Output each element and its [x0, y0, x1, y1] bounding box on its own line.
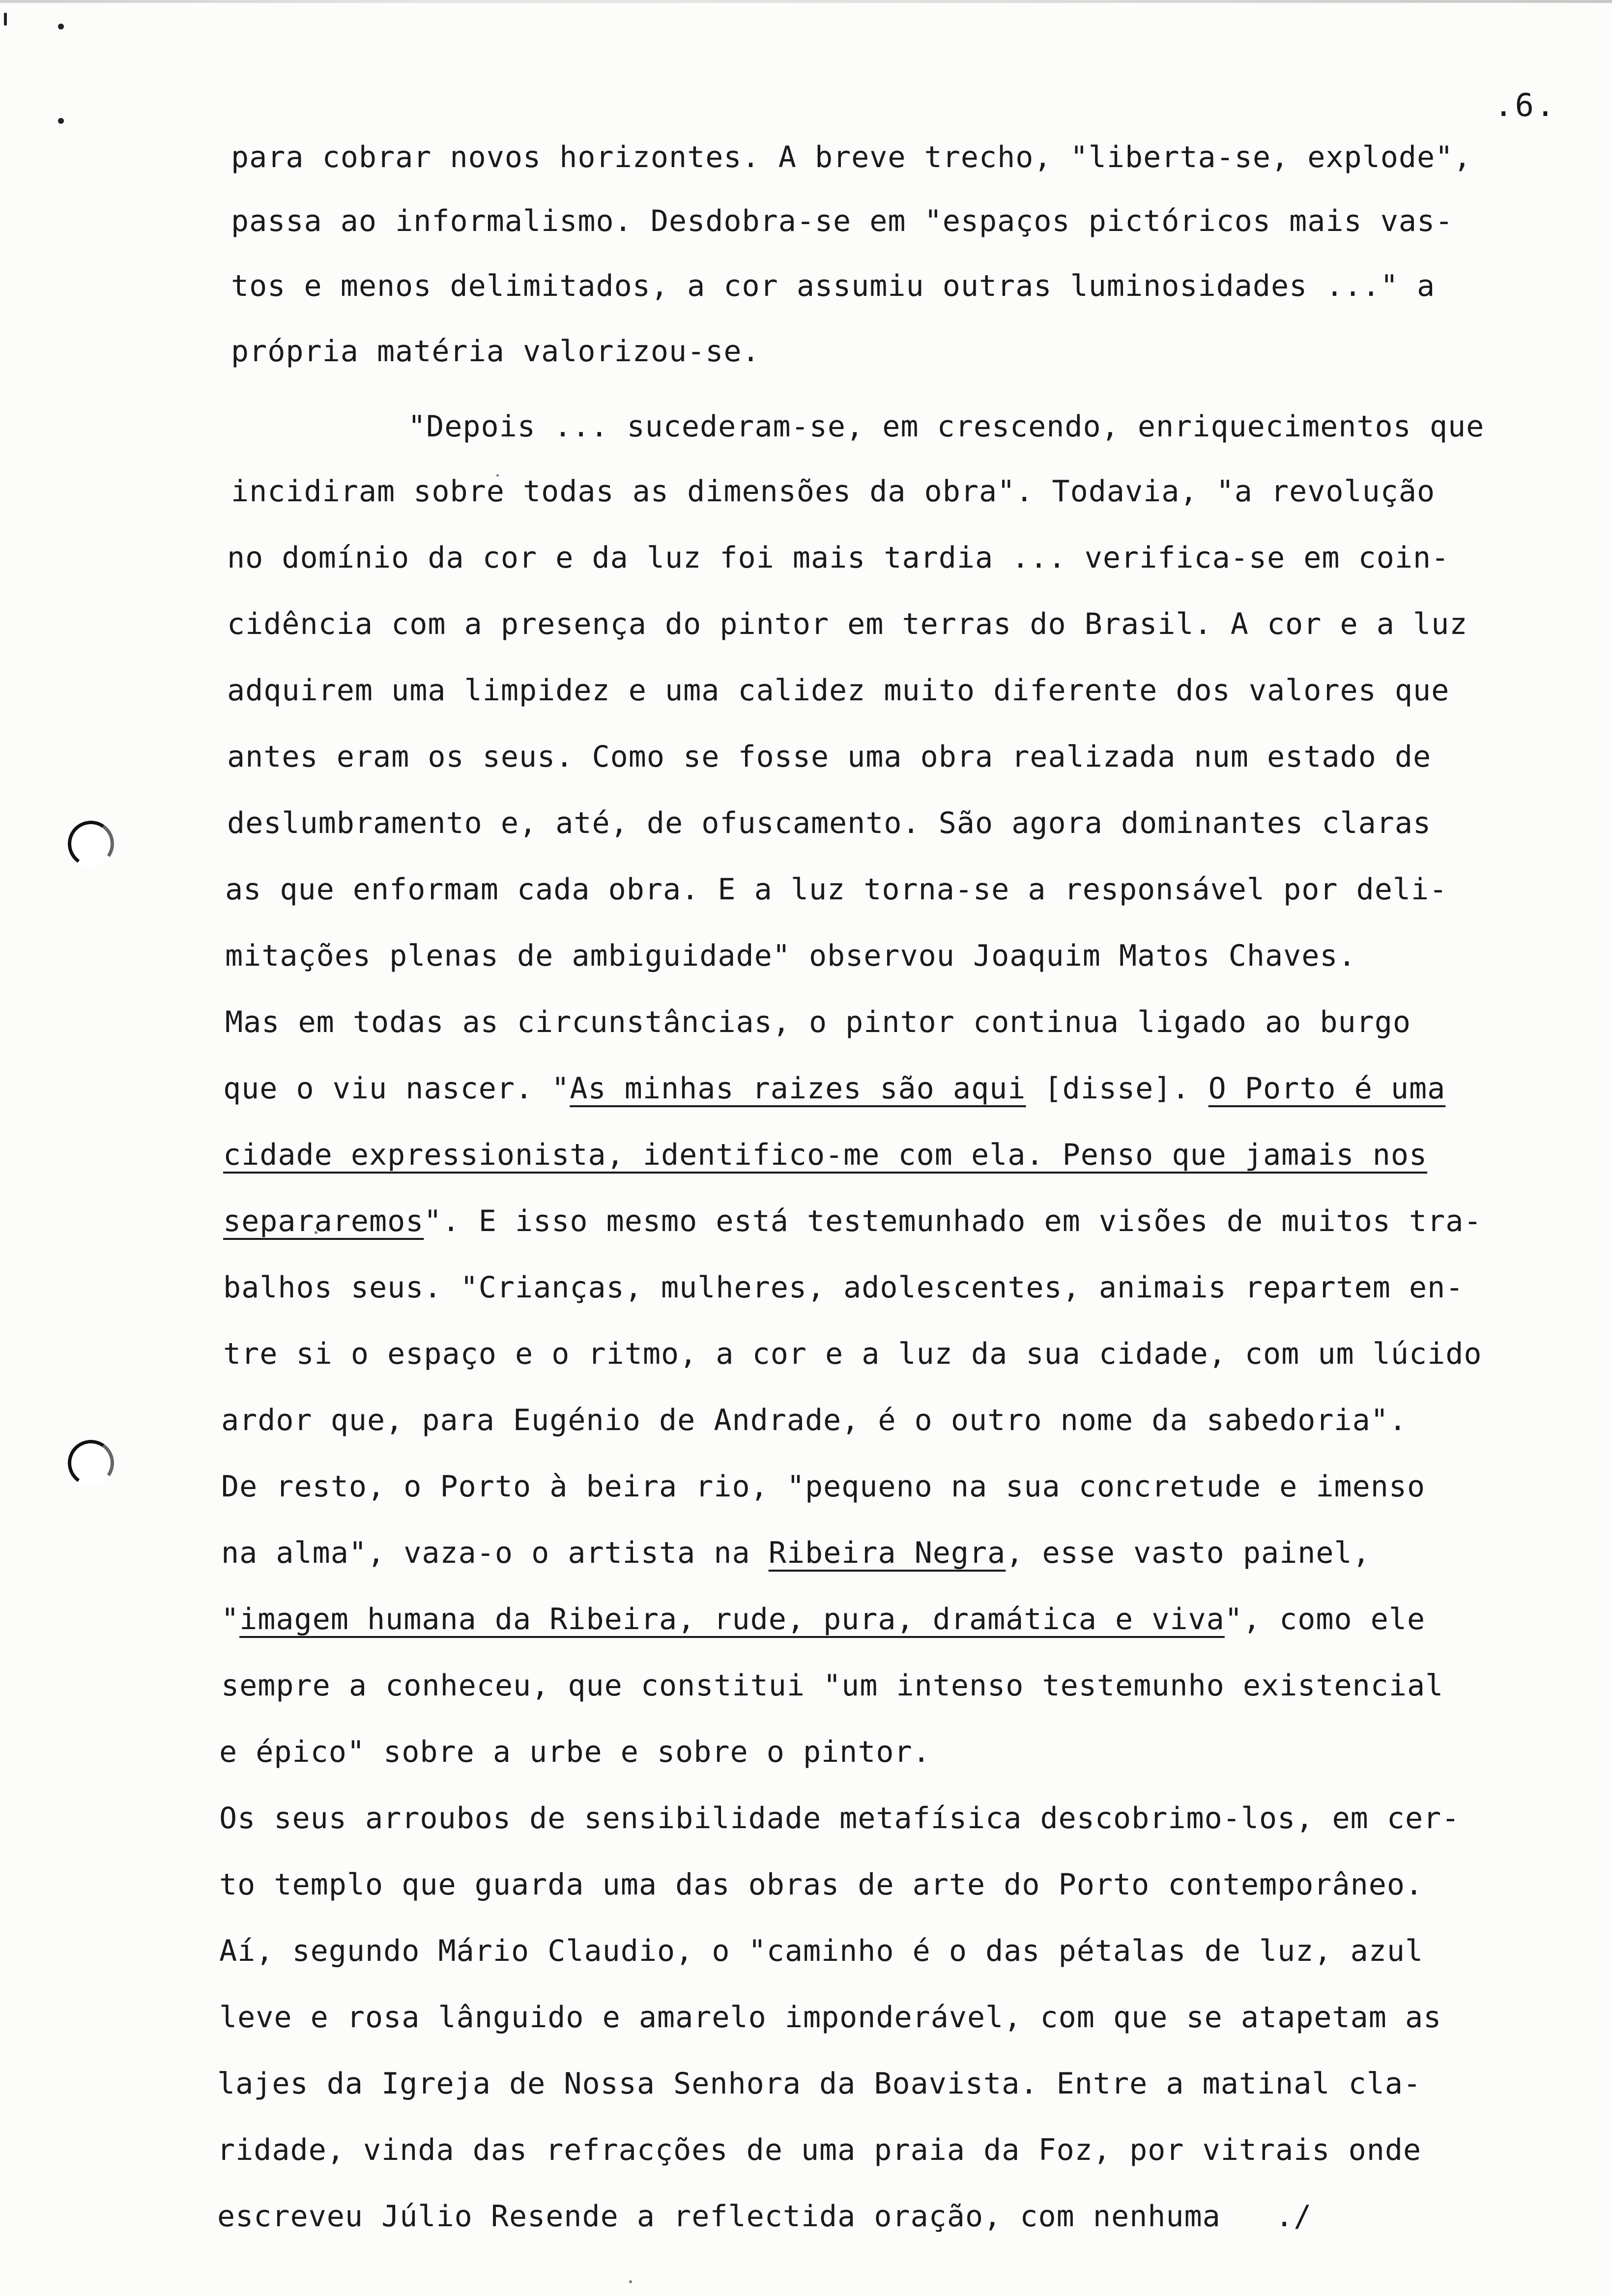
text-segment: balhos seus. "Crianças, mulheres, adolescentes, animais repartem en-: [223, 1270, 1464, 1305]
text-line: [221, 1403, 1407, 1437]
text-segment: cidência com a presença do pintor em terras do Brasil. A cor e a luz: [227, 607, 1468, 641]
underlined-text: O Porto é uma: [1208, 1071, 1446, 1106]
text-line: [225, 872, 1448, 907]
text-segment: , esse vasto painel,: [1006, 1536, 1371, 1570]
scan-speck: [629, 2280, 632, 2283]
text-line: [225, 1007, 1411, 1037]
text-line: [221, 1469, 1426, 1504]
punch-hole: [64, 1436, 118, 1490]
text-line: [223, 1339, 1482, 1369]
scan-top-edge: [0, 0, 1612, 3]
text-line: [217, 2066, 1422, 2101]
text-segment: deslumbramento e, até, de ofuscamento. São agora dominantes claras: [227, 806, 1432, 840]
text-segment: tre si o espaço e o ritmo, a cor e a luz da sua cidade, com um lúcido: [223, 1337, 1482, 1371]
margin-mark: [4, 13, 7, 26]
text-segment: ", como ele: [1224, 1602, 1426, 1636]
text-segment: lajes da Igreja de Nossa Senhora da Boavista. Entre a matinal cla-: [217, 2066, 1422, 2101]
text-segment: Mas em todas as circunstâncias, o pintor continua ligado ao burgo: [225, 1005, 1411, 1039]
text-line: [231, 474, 1436, 509]
text-line: [227, 673, 1450, 708]
text-line: [221, 1668, 1444, 1703]
text-segment: escreveu Júlio Resende a reflectida oração, com nenhuma ./: [217, 2199, 1312, 2234]
text-line: [231, 271, 1435, 301]
text-segment: leve e rosa lânguido e amarelo imponderável, com que se atapetam as: [219, 2000, 1442, 2035]
text-segment: to templo que guarda uma das obras de arte do Porto contemporâneo.: [219, 1867, 1424, 1902]
text-line: [219, 1801, 1460, 1836]
text-line: [223, 1071, 1446, 1106]
underlined-text: imagem humana da Ribeira, rude, pura, dramática e viva: [239, 1602, 1225, 1636]
text-line: [219, 1737, 931, 1767]
text-line: [231, 140, 1472, 174]
text-line: [231, 334, 760, 369]
text-line: [227, 808, 1431, 838]
text-segment: sempre a conheceu, que constitui "um intenso testemunho existencial: [221, 1668, 1444, 1703]
text-segment: na alma", vaza-o o artista na: [221, 1536, 769, 1570]
text-segment: Os seus arroubos de sensibilidade metafísica descobrimo-los, em cer-: [219, 1801, 1460, 1836]
text-line: [219, 1867, 1424, 1902]
text-line: [223, 1140, 1427, 1170]
text-line: [223, 1270, 1464, 1305]
page-number: .6.: [1494, 87, 1557, 124]
text-segment: De resto, o Porto à beira rio, "pequeno na sua concretude e imenso: [221, 1469, 1426, 1504]
text-line: [227, 543, 1449, 573]
text-segment: ridade, vinda das refracções de uma praia da Foz, por vitrais onde: [217, 2133, 1422, 2167]
text-line: [231, 206, 1453, 236]
text-segment: mitações plenas de ambiguidade" observou Joaquim Matos Chaves.: [225, 939, 1356, 973]
text-segment: passa ao informalismo. Desdobra-se em "espaços pictóricos mais vas-: [231, 204, 1454, 238]
underlined-text: separaremos: [223, 1204, 424, 1238]
text-segment: as que enformam cada obra. E a luz torna-se a responsável por deli-: [225, 872, 1448, 907]
text-segment: [disse].: [1026, 1071, 1209, 1106]
text-segment: "Depois ... sucederam-se, em crescendo, enriquecimentos que: [408, 409, 1485, 444]
text-segment: tos e menos delimitados, a cor assumiu outras luminosidades ..." a: [231, 269, 1436, 303]
text-segment: ardor que, para Eugénio de Andrade, é o outro nome da sabedoria".: [221, 1403, 1407, 1437]
text-segment: para cobrar novos horizontes. A breve trecho, "liberta-se, explode",: [231, 140, 1472, 174]
text-segment: no domínio da cor e da luz foi mais tardia ... verifica-se em coin-: [227, 541, 1450, 575]
text-line: [225, 941, 1356, 971]
text-line: [219, 1936, 1423, 1966]
text-segment: ". E isso mesmo está testemunhado em visões de muitos tra-: [424, 1204, 1482, 1238]
text-segment: que o viu nascer. ": [223, 1071, 570, 1106]
underlined-text: Ribeira Negra: [768, 1536, 1006, 1570]
text-segment: ": [221, 1602, 240, 1636]
text-segment: adquirem uma limpidez e uma calidez muito diferente dos valores que: [227, 673, 1450, 708]
text-line: [217, 2199, 1312, 2234]
text-line: [408, 409, 1485, 444]
text-line: [227, 609, 1468, 639]
underlined-text: As minhas raizes são aqui: [570, 1071, 1026, 1106]
text-segment: própria matéria valorizou-se.: [231, 334, 760, 369]
underlined-text: cidade expressionista, identifico-me com ela. Penso que jamais nos: [223, 1138, 1428, 1172]
text-line: [219, 2000, 1442, 2035]
text-line: [227, 742, 1431, 772]
text-line: [221, 1602, 1426, 1636]
text-line: [217, 2135, 1421, 2165]
text-line: [221, 1538, 1371, 1568]
text-line: [223, 1206, 1482, 1236]
margin-mark: [58, 24, 64, 29]
text-segment: antes eram os seus. Como se fosse uma obra realizada num estado de: [227, 740, 1432, 774]
text-segment: e épico" sobre a urbe e sobre o pintor.: [219, 1735, 931, 1769]
text-segment: Aí, segundo Mário Claudio, o "caminho é o das pétalas de luz, azul: [219, 1934, 1424, 1968]
text-segment: incidiram sobre todas as dimensões da obra". Todavia, "a revolução: [231, 474, 1436, 509]
margin-mark: [58, 118, 64, 124]
punch-hole: [64, 817, 118, 871]
